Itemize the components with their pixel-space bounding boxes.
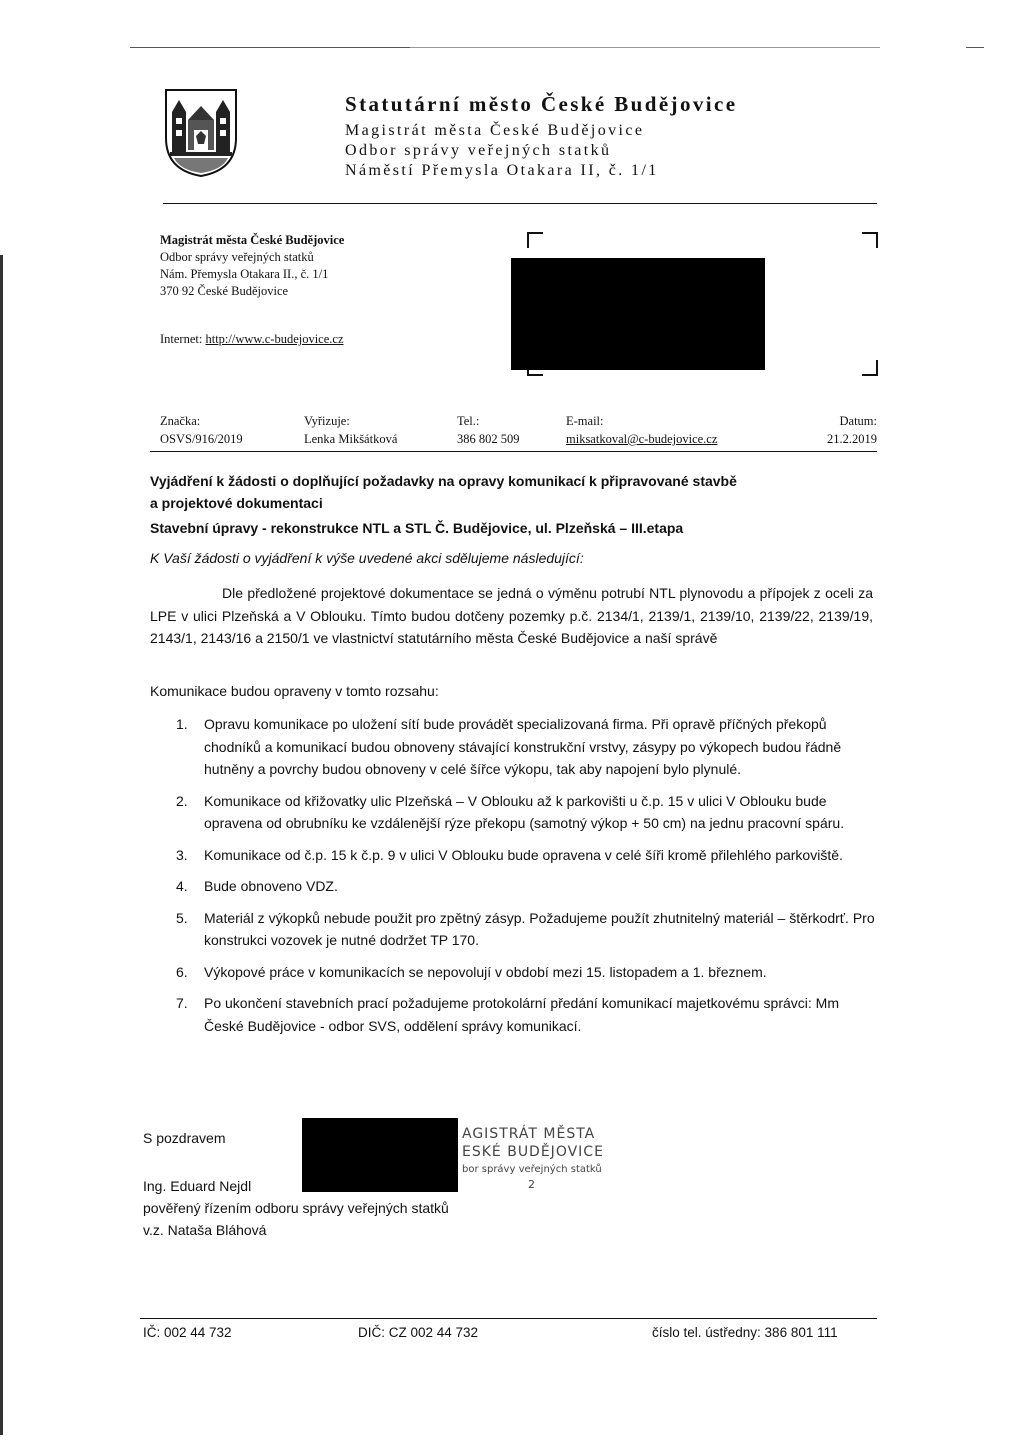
ref-handler-value: Lenka Mikšátková — [304, 432, 398, 446]
sender-address-block — [160, 232, 344, 300]
scan-left-edge — [0, 255, 3, 1435]
ref-date-value: 21.2.2019 — [827, 432, 877, 446]
internet-link[interactable]: http://www.c-budejovice.cz — [205, 332, 344, 346]
ref-handler — [304, 412, 397, 448]
list-item-text: Bude obnoveno VDZ. — [204, 878, 338, 894]
letterhead-line-address: Náměstí Přemysla Otakara II, č. 1/1 — [345, 162, 659, 179]
stamp-text: bor správy veřejných statků — [462, 1164, 602, 1175]
stamp-text: AGISTRÁT MĚSTA — [462, 1126, 596, 1142]
scan-edge-line — [410, 47, 880, 48]
ref-mark — [160, 412, 243, 448]
sender-line: Odbor správy veřejných statků — [160, 250, 314, 264]
sender-internet — [160, 332, 344, 347]
footer-divider — [140, 1318, 877, 1319]
ref-phone-value: 386 802 509 — [457, 432, 520, 446]
list-item — [150, 992, 880, 1037]
stamp-text: 2 — [528, 1178, 535, 1191]
list-item-number: 7. — [176, 995, 188, 1011]
reference-divider — [150, 451, 877, 452]
signatory-deputy: v.z. Nataša Bláhová — [143, 1222, 267, 1238]
list-item-number: 4. — [176, 878, 188, 894]
list-item-number: 1. — [176, 716, 188, 732]
internet-label: Internet: — [160, 332, 206, 346]
requirements-list — [150, 713, 880, 1046]
sender-line: 370 92 České Budějovice — [160, 284, 289, 298]
main-paragraph: Dle předložené projektové dokumentace se jedná o výměnu potrubí NTL plynovodu a přípojek z oceli za LPE v ulici Plzeňská a V Oblouku. Tímto budou dotčeny pozemky p.č. 2134/1, 2139/1, 2139/10, 2139/22, 2139/19, 2143/1, 2143/16 a 2150/1 ve vlastnictví statutárního města České Budějovice a naší správě — [150, 585, 873, 646]
scan-edge-line — [130, 47, 410, 48]
list-item-text: Po ukončení stavebních prací požadujeme protokolární předání komunikací majetkovému správci: Mm České Budějovice - odbor SVS, oddělení správy komunikací. — [204, 995, 839, 1034]
letterhead-line-office: Magistrát města České Budějovice — [345, 122, 645, 139]
city-crest-logo — [162, 86, 240, 178]
list-item-text: Výkopové práce v komunikacích se nepovolují v období mezi 15. listopadem a 1. březnem. — [204, 963, 767, 980]
ref-email — [566, 412, 717, 448]
address-window-corner — [862, 232, 878, 248]
ref-email-value[interactable]: miksatkoval@c-budejovice.cz — [566, 432, 718, 446]
signatory-role: pověřený řízením odboru správy veřejných statků — [143, 1200, 449, 1216]
ref-phone — [457, 412, 520, 448]
signature-greeting: S pozdravem — [143, 1130, 226, 1146]
ref-mark-label: Značka: — [160, 414, 201, 428]
footer-ic: IČ: 002 44 732 — [143, 1325, 232, 1340]
footer-phone: číslo tel. ústředny: 386 801 111 — [652, 1325, 838, 1340]
ref-date-label: Datum: — [839, 414, 877, 428]
list-item-text: Komunikace od č.p. 15 k č.p. 9 v ulici V Oblouku bude opravena v celé šíři kromě přilehlého parkoviště. — [204, 846, 843, 863]
list-item — [150, 790, 880, 835]
scan-edge-line — [966, 47, 984, 48]
list-item-number: 2. — [176, 792, 188, 809]
subject-line: a projektové dokumentaci — [150, 495, 323, 511]
redacted-recipient-address — [511, 258, 765, 370]
list-item — [150, 875, 880, 898]
list-item-number: 6. — [176, 963, 188, 980]
scope-heading: Komunikace budou opraveny v tomto rozsahu: — [150, 683, 439, 699]
list-item-text: Materiál z výkopků nebude použit pro zpětný zásyp. Požadujeme použít zhutnitelný materiál – štěrkodrť. Pro konstrukci vozovek je nutné dodržet TP 170. — [204, 909, 875, 948]
footer-dic: DIČ: CZ 002 44 732 — [358, 1325, 479, 1340]
address-window-corner — [862, 360, 878, 376]
ref-mark-value: OSVS/916/2019 — [160, 432, 243, 446]
intro-sentence: K Vaší žádosti o vyjádření k výše uvedené akci sdělujeme následující: — [150, 550, 584, 566]
list-item-text: Komunikace od křižovatky ulic Plzeňská – V Oblouku až k parkovišti u č.p. 15 v ulici V Oblouku bude opravena od obrubníku ke vzdálenější rýze překopu (samotný výkop + 50 cm) na jednu pracovní spáru. — [204, 792, 845, 831]
list-item — [150, 713, 880, 781]
list-item — [150, 961, 880, 984]
letterhead-divider — [163, 203, 877, 204]
ref-date — [815, 412, 877, 448]
letter-subject — [150, 470, 850, 514]
ref-phone-label: Tel.: — [457, 414, 480, 428]
list-item-number: 3. — [176, 846, 188, 863]
ref-handler-label: Vyřizuje: — [304, 414, 350, 428]
subject-line: Vyjádření k žádosti o doplňující požadavky na opravy komunikací k připravované stavbě — [150, 473, 737, 489]
list-item-text: Opravu komunikace po uložení sítí bude provádět specializovaná firma. Při opravě příčných překopů chodníků a komunikací budou obnoveny stávající konstrukční vrstvy, zásypy po výkopech budou řádně hutněny a povrchy budou obnoveny v celé šířce výkopu, tak aby napojení bylo plynulé. — [204, 716, 842, 777]
redacted-signature — [302, 1118, 458, 1192]
letterhead-title: Statutární město České Budějovice — [345, 92, 738, 116]
signatory-name: Ing. Eduard Nejdl — [143, 1178, 252, 1194]
list-item — [150, 907, 880, 952]
letterhead-line-department: Odbor správy veřejných statků — [345, 142, 612, 159]
sender-line: Nám. Přemysla Otakara II., č. 1/1 — [160, 267, 329, 281]
address-window-corner — [527, 232, 543, 248]
list-item-number: 5. — [176, 909, 188, 926]
sender-line: Magistrát města České Budějovice — [160, 233, 345, 247]
ref-email-label: E-mail: — [566, 414, 604, 428]
project-name: Stavební úpravy - rekonstrukce NTL a STL Č. Budějovice, ul. Plzeňská – III.etapa — [150, 520, 684, 536]
list-item — [150, 844, 880, 867]
stamp-text: ESKÉ BUDĚJOVICE — [462, 1144, 604, 1160]
